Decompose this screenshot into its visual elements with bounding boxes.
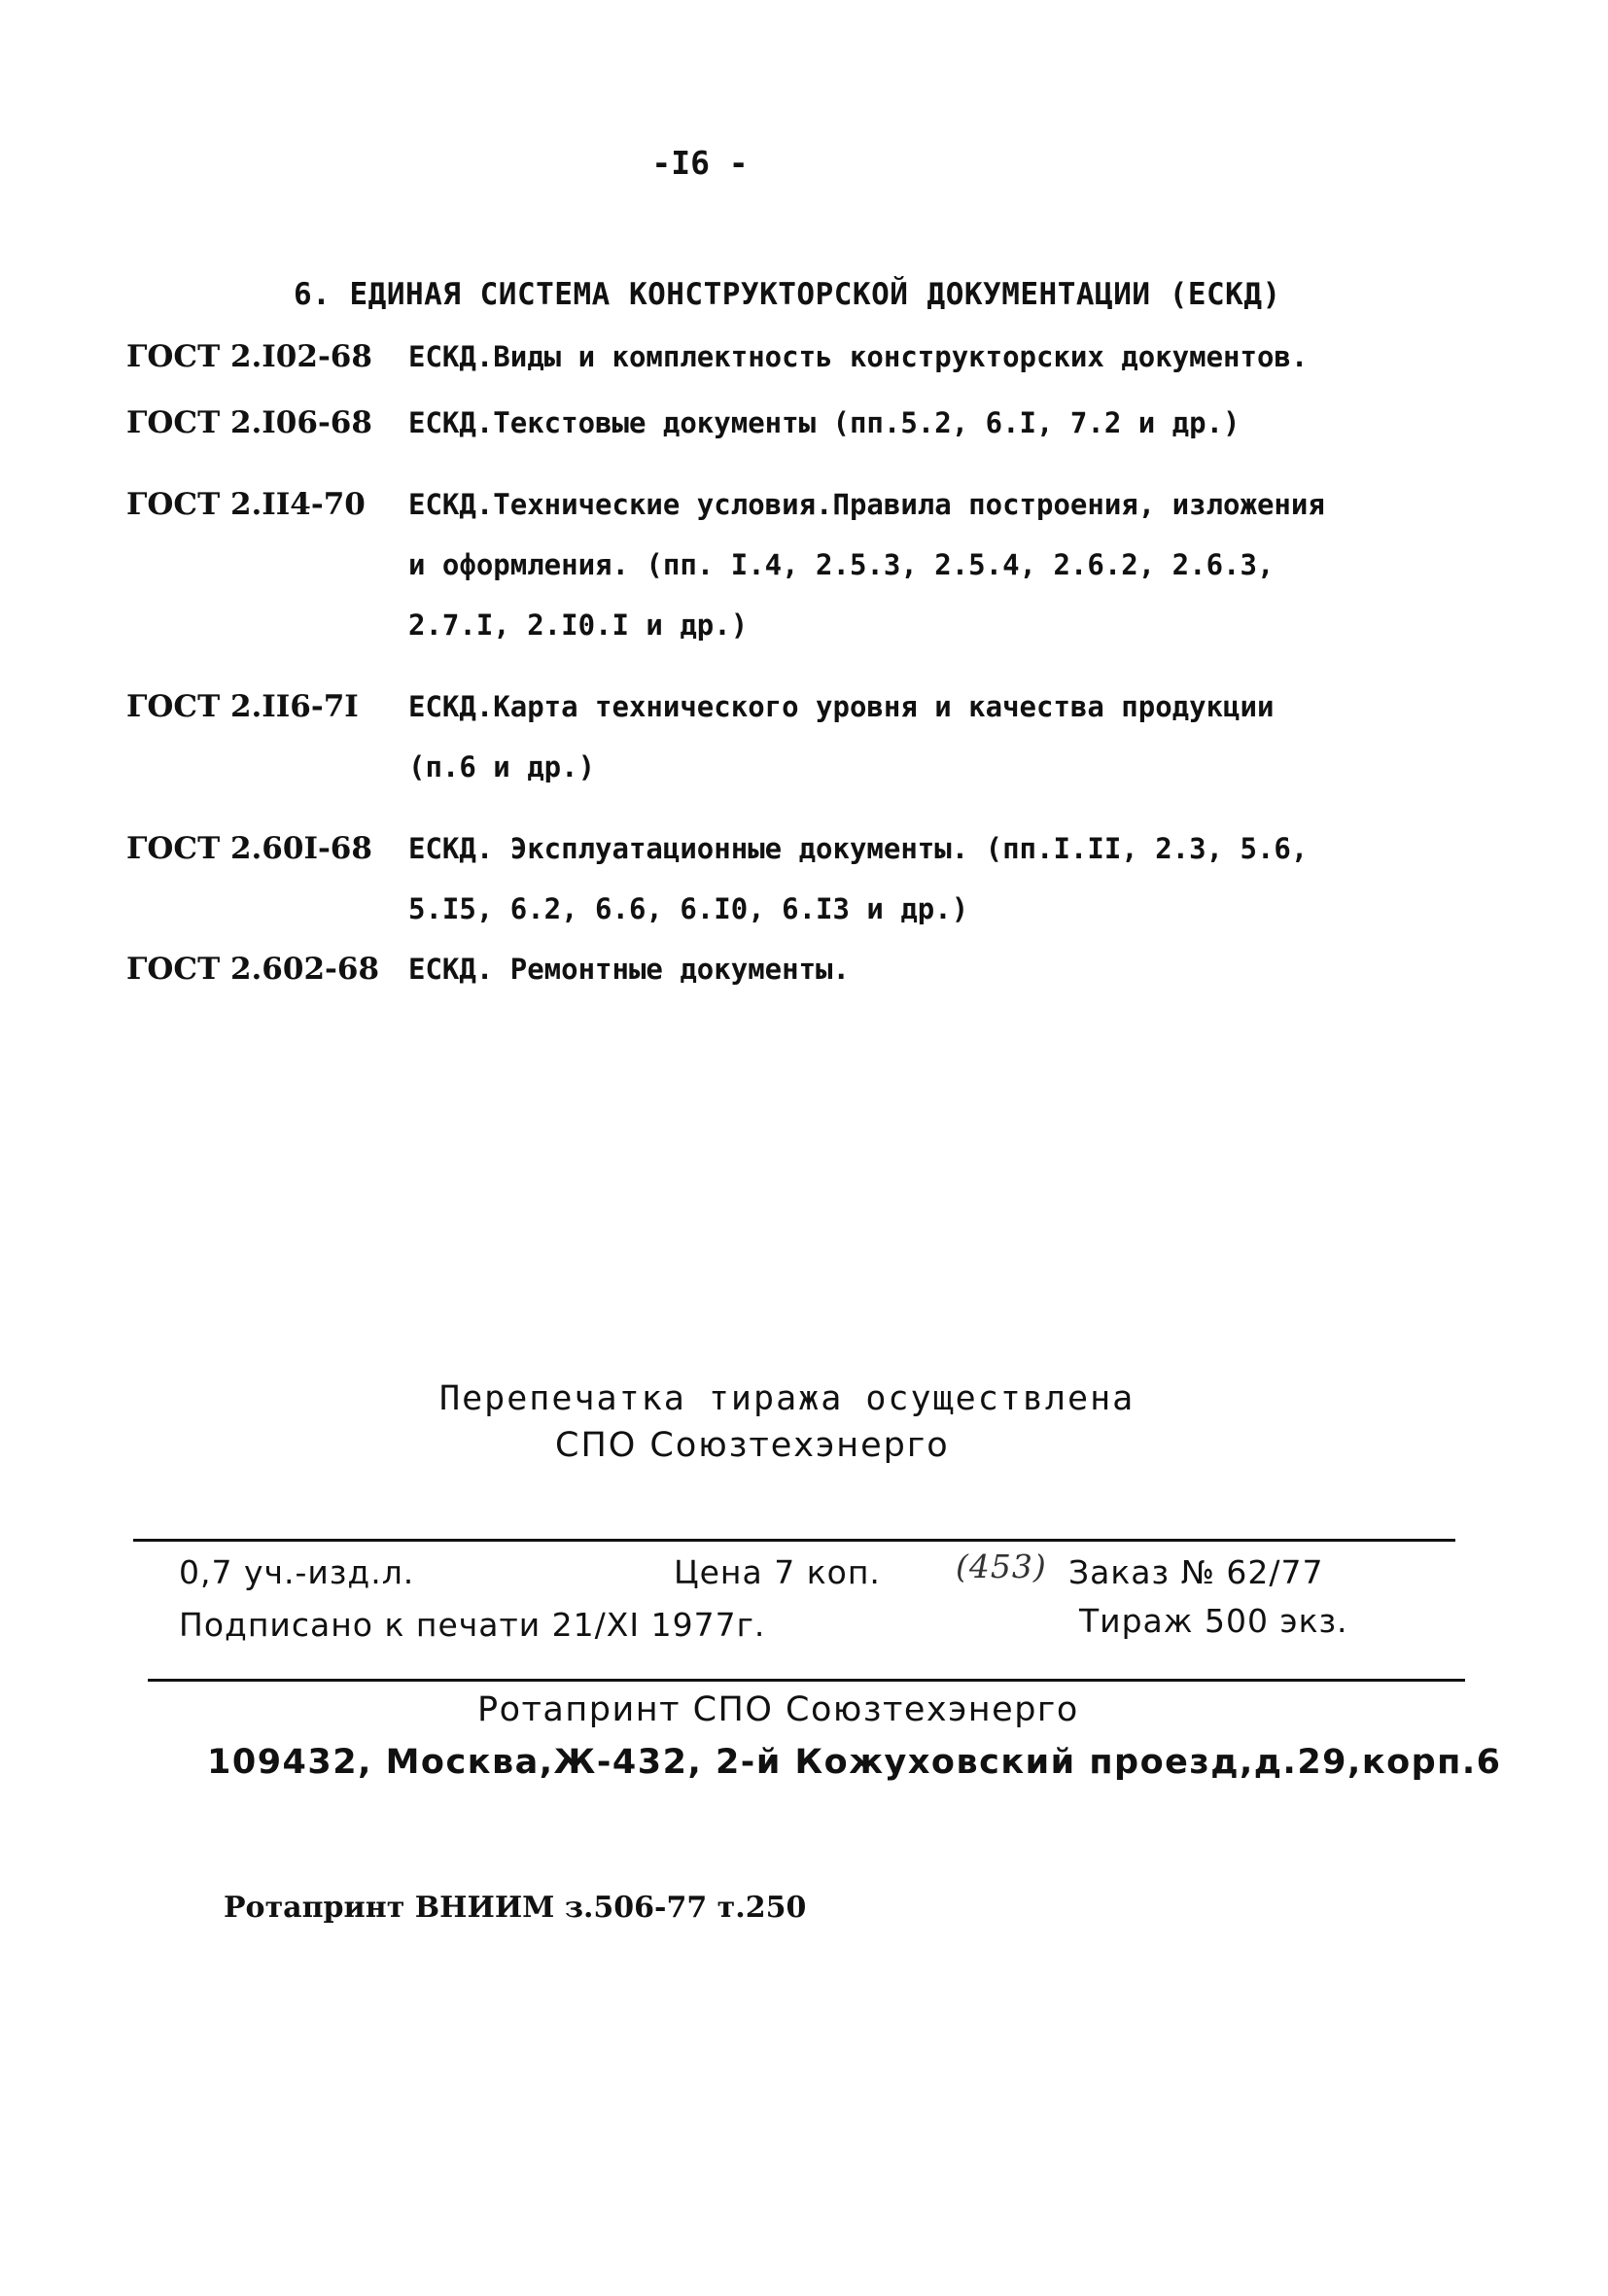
handwritten-note: (453) [956,1548,1047,1585]
standard-title-line: ЕСКД. Ремонтные документы. [408,953,850,986]
price: Цена 7 коп. [674,1553,881,1591]
standard-title-line: ЕСКД. Эксплуатационные документы. (пп.I.II, 2.3, 5.6, [408,832,1309,865]
standards-list [126,327,1507,999]
standard-title-line: ЕСКД.Виды и комплектность конструкторских документов. [408,340,1309,373]
standard-title [408,474,1507,655]
standard-entry [126,939,1507,999]
signed-for-print-date: Подписано к печати 21/XI 1977г. [179,1606,766,1644]
standard-entry [126,327,1507,387]
standard-entry [126,393,1507,453]
standard-title [408,939,1507,999]
order-number: Заказ № 62/77 [1068,1553,1324,1591]
standard-code: ГОСТ 2.II4-70 [126,487,366,522]
print-job-note: Ротапринт ВНИИМ з.506-77 т.250 [224,1891,807,1925]
printshop-name: Ротапринт СПО Союзтехэнерго [477,1690,1079,1729]
publication-volume: 0,7 уч.-изд.л. [179,1553,415,1591]
page-number: -I6 - [651,144,749,182]
standard-title-line: ЕСКД.Карта технического уровня и качества продукции [408,690,1275,723]
reprint-notice-line: Перепечатка тиража осуществлена [439,1379,1136,1418]
standard-title [408,677,1507,797]
section-heading: 6. ЕДИНАЯ СИСТЕМА КОНСТРУКТОРСКОЙ ДОКУМЕНТАЦИИ (ЕСКД) [294,277,1281,312]
standard-title-line: 2.7.I, 2.I0.I и др.) [408,609,749,642]
standard-code: ГОСТ 2.I02-68 [126,339,372,374]
printshop-address: 109432, Москва,Ж-432, 2-й Кожуховский проезд,д.29,корп.6 [207,1743,1502,1782]
standard-code: ГОСТ 2.I06-68 [126,405,372,440]
standard-entry [126,677,1507,797]
print-run: Тираж 500 экз. [1079,1602,1348,1640]
standard-title [408,327,1507,387]
standard-title [408,393,1507,453]
standard-title [408,818,1507,939]
standard-title-line: (п.6 и др.) [408,750,596,783]
standard-title-line: ЕСКД.Текстовые документы (пп.5.2, 6.I, 7.2 и др.) [408,406,1241,439]
standard-code: ГОСТ 2.II6-7I [126,689,359,724]
standard-title-line: ЕСКД.Технические условия.Правила построения, изложения [408,488,1325,521]
standard-code: ГОСТ 2.602-68 [126,952,380,987]
standard-entry [126,474,1507,655]
standard-title-line: и оформления. (пп. I.4, 2.5.3, 2.5.4, 2.6.2, 2.6.3, [408,548,1275,581]
colophon-bottom-rule [148,1679,1465,1682]
colophon-top-rule [133,1539,1455,1542]
reprint-notice-line: СПО Союзтехэнерго [555,1426,950,1465]
standard-code: ГОСТ 2.60I-68 [126,831,372,866]
standard-title-line: 5.I5, 6.2, 6.6, 6.I0, 6.I3 и др.) [408,892,969,925]
standard-entry [126,818,1507,939]
